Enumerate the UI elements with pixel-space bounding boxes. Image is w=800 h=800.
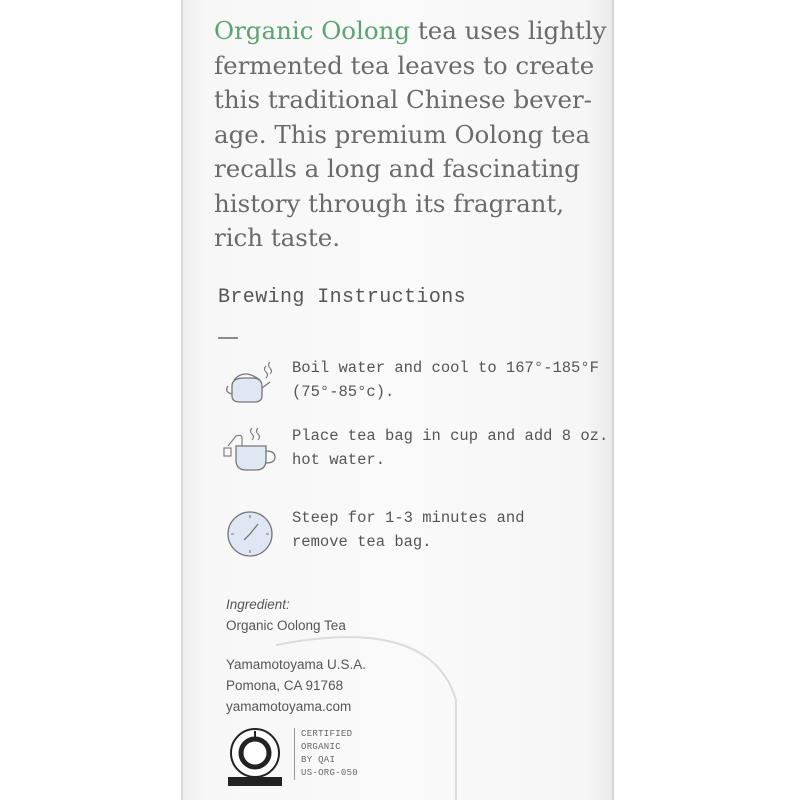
clock-icon — [222, 506, 278, 562]
certification-text: CERTIFIED ORGANIC BY QAI US-ORG-050 — [294, 728, 358, 780]
product-description: Organic Oolong tea uses lightly fermented tea leaves to create this traditional Chinese bever- age. This premium Oolong tea recalls a long and fascinating history through its fragrant, rich taste. — [214, 16, 607, 252]
qai-organic-seal — [224, 726, 286, 788]
company-website: yamamotoyama.com — [226, 699, 352, 714]
panel-left-edge — [181, 0, 183, 800]
brand-name: Organic Oolong — [214, 16, 411, 45]
ingredient-label: Ingredient: — [226, 597, 290, 612]
ingredient-block — [226, 594, 346, 636]
brewing-heading: Brewing Instructions — [218, 286, 467, 309]
ingredient-value: Organic Oolong Tea — [226, 618, 346, 633]
panel-right-edge — [612, 0, 614, 800]
heading-rule — [218, 337, 238, 339]
company-address: Yamamotoyama U.S.A. Pomona, CA 91768 yamamotoyama.com — [226, 654, 366, 717]
teacup-icon — [222, 424, 278, 480]
certification-code: US-ORG-050 — [301, 768, 359, 778]
kettle-icon — [222, 356, 278, 412]
